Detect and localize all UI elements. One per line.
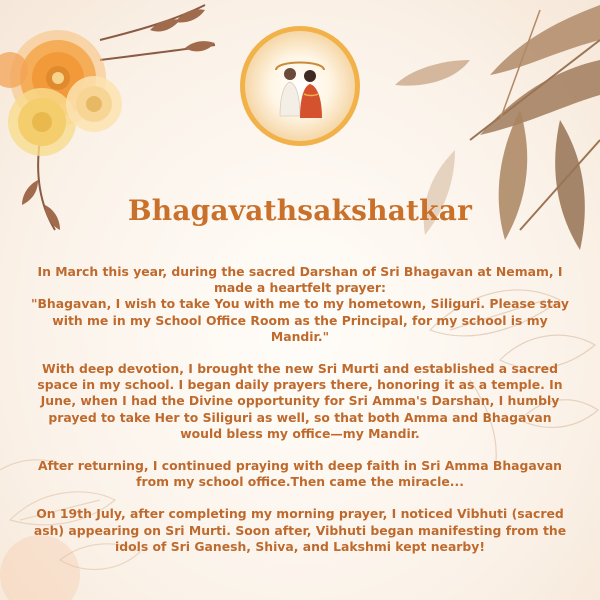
- text-line: idols of Sri Ganesh, Shiva, and Lakshmi kept nearby!: [114, 538, 486, 554]
- text-line: After returning, I continued praying with deep faith in Sri Amma Bhagavan: [37, 458, 563, 474]
- paragraph-4: [22, 506, 578, 555]
- text-line: made a heartfelt prayer:: [214, 280, 386, 296]
- text-line: from my school office.Then came the miracle...: [136, 474, 464, 490]
- paragraph-1: [22, 264, 578, 345]
- text-line: June, when I had the Divine opportunity for Sri Amma's Darshan, I humbly: [40, 393, 560, 409]
- text-line: "Bhagavan, I wish to take You with me to my hometown, Siliguri. Please stay: [31, 296, 569, 312]
- story-body: [22, 264, 578, 571]
- text-line: with me in my School Office Room as the Principal, for my school is my: [52, 312, 548, 328]
- text-line: prayed to take Her to Siliguri as well, so that both Amma and Bhagavan: [48, 409, 552, 425]
- text-line: Mandir.": [270, 328, 330, 344]
- text-line: In March this year, during the sacred Darshan of Sri Bhagavan at Nemam, I: [37, 264, 563, 279]
- deity-emblem: [238, 24, 362, 148]
- text-line: space in my school. I began daily prayers there, honoring it as a temple. In: [37, 377, 563, 393]
- text-line: With deep devotion, I brought the new Sri Murti and established a sacred: [42, 361, 558, 377]
- page-title: Bhagavathsakshatkar: [127, 194, 473, 227]
- paragraph-2: [22, 361, 578, 442]
- text-line: On 19th July, after completing my morning prayer, I noticed Vibhuti (sacred: [36, 506, 564, 522]
- text-line: would bless my office—my Mandir.: [180, 425, 420, 441]
- paragraph-3: [22, 458, 578, 490]
- text-line: ash) appearing on Sri Murti. Soon after, Vibhuti began manifesting from the: [33, 522, 567, 538]
